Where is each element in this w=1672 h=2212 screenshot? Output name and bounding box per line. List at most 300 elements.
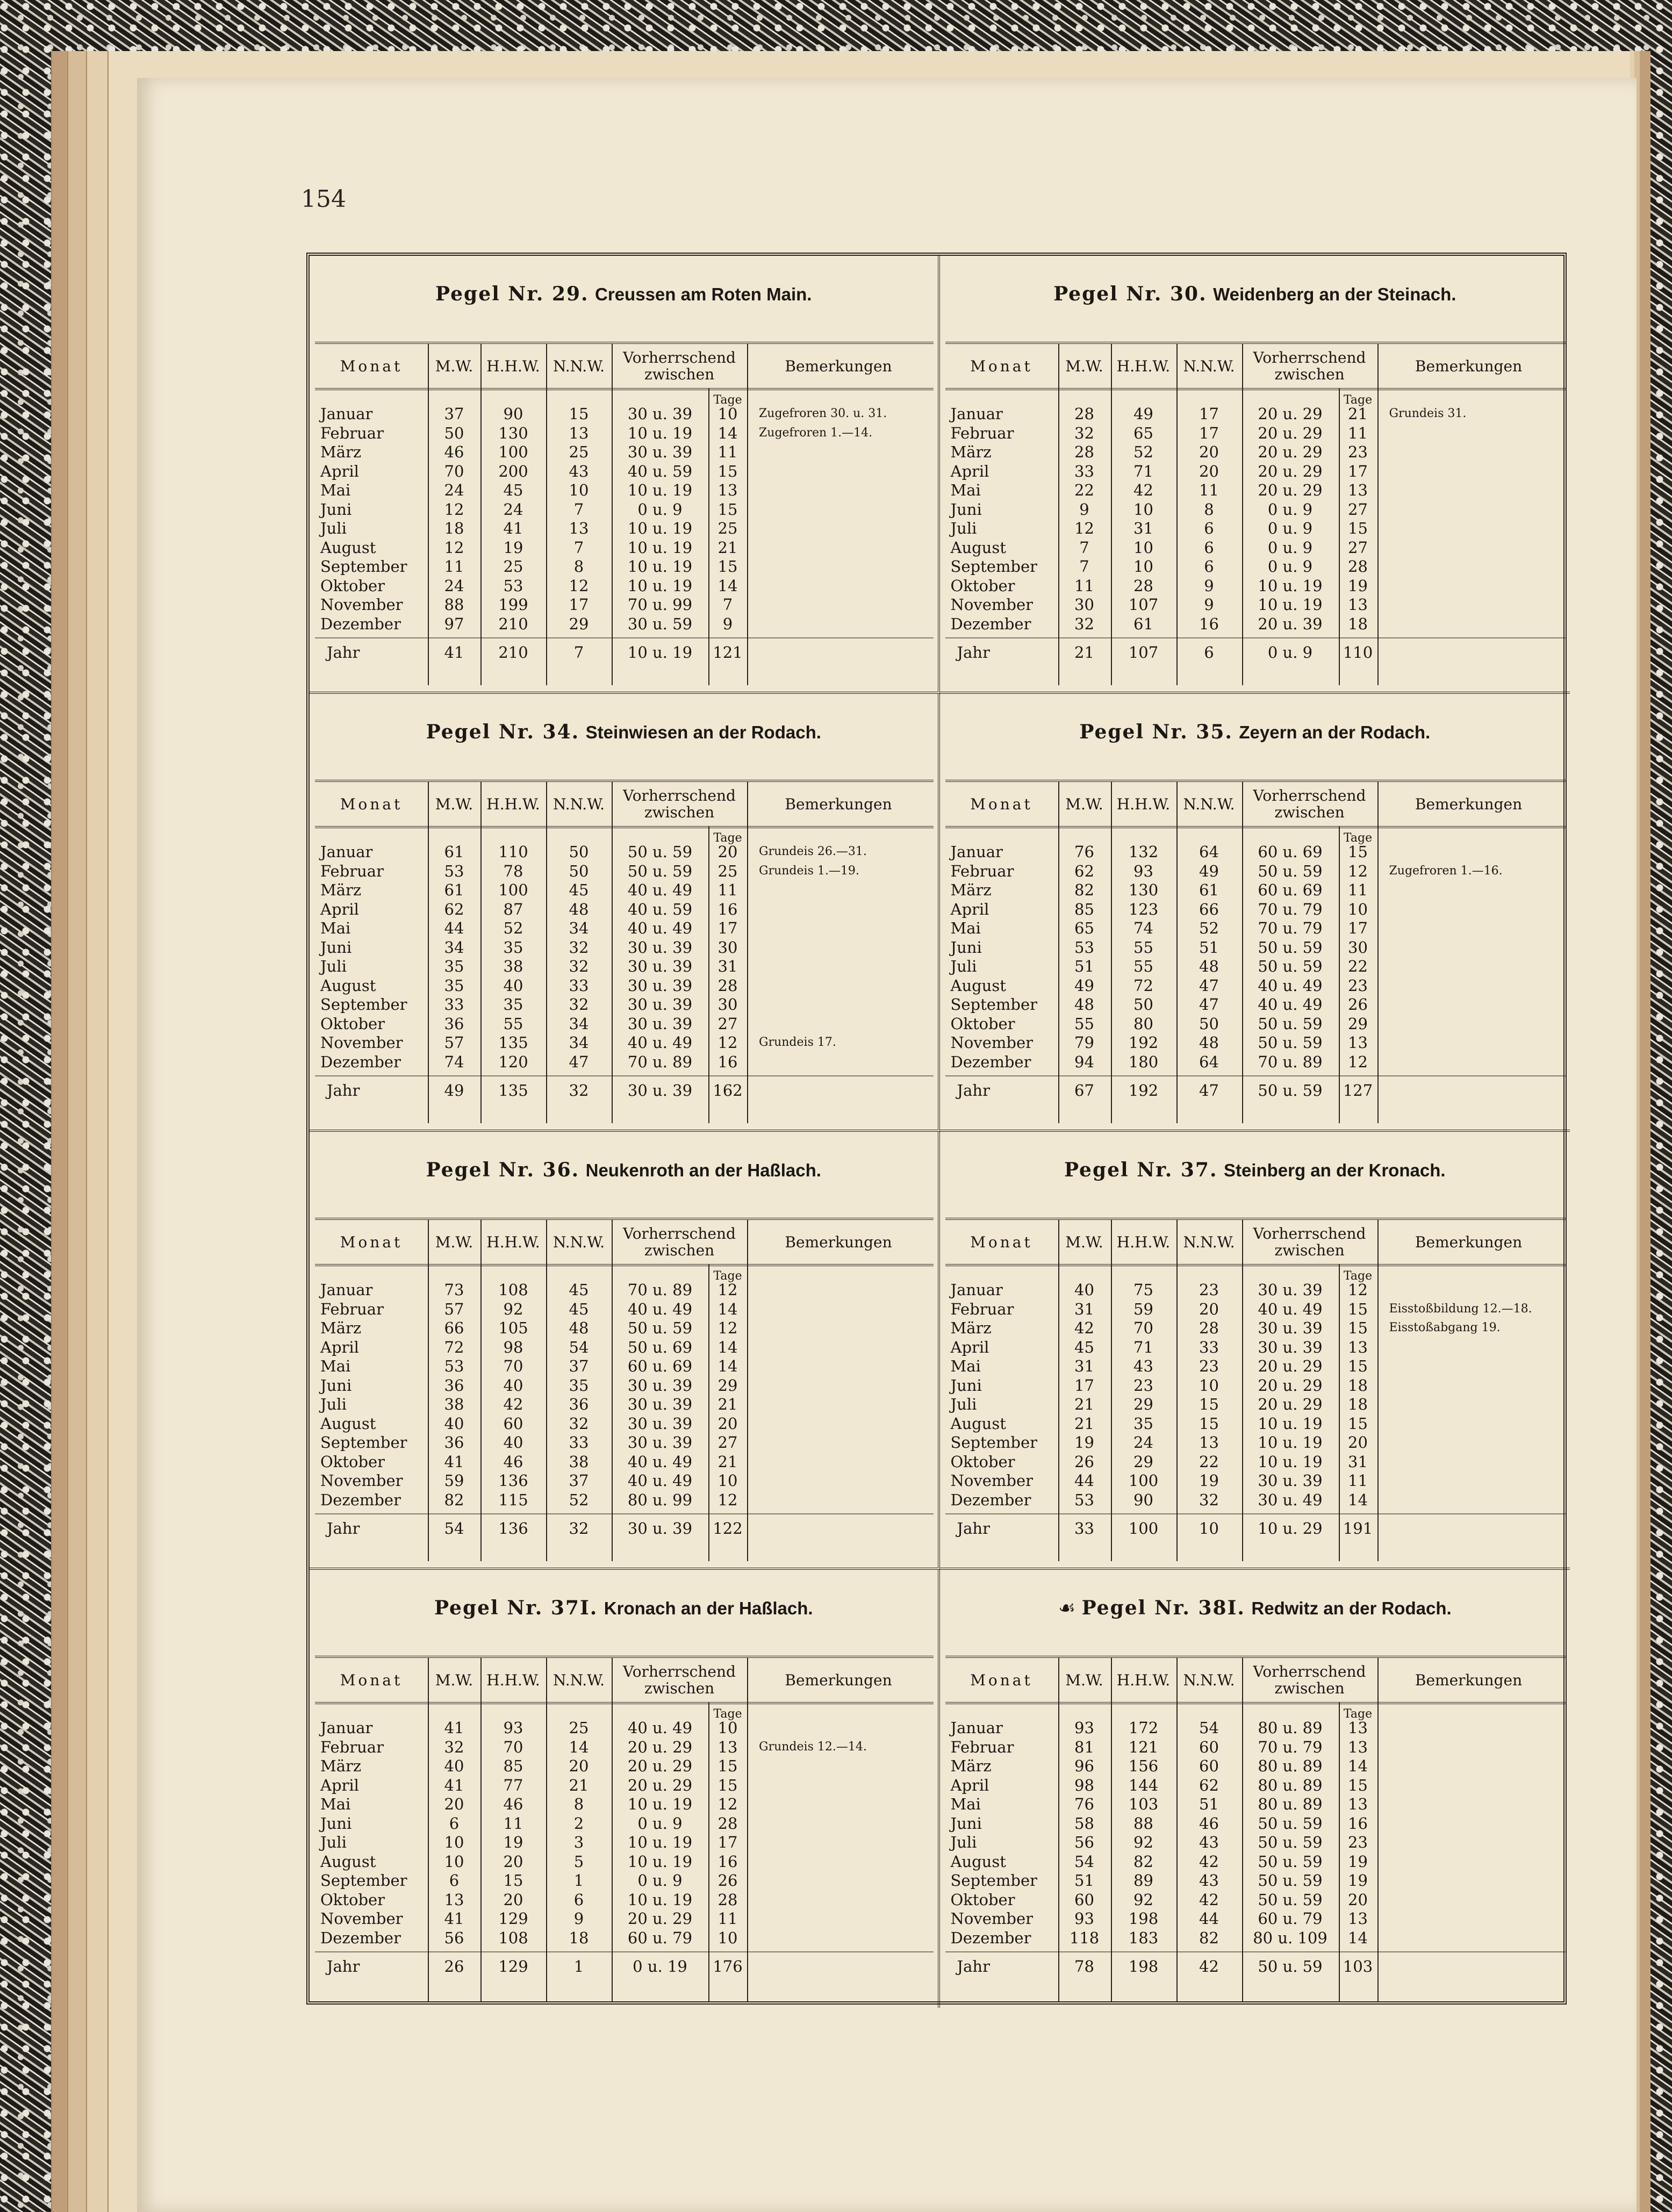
year-separator [945,1513,1566,1514]
days-cell: 21 [717,538,738,557]
mean-water-cell: 21 [1074,1395,1094,1413]
month-cell: September [950,995,1037,1014]
days-cell: 12 [717,1490,738,1509]
table-row [315,1718,934,1737]
highest-water-cell: 129 [498,1909,528,1928]
highest-water-cell: 61 [1133,614,1153,633]
prevailing-range-cell: 0 u. 19 [633,1957,687,1976]
lowest-water-cell: 16 [1199,614,1219,633]
mean-water-cell: 31 [1074,1299,1094,1318]
table-row [945,1871,1566,1890]
table-row [315,1737,934,1757]
days-cell: 18 [1348,1376,1368,1395]
remark-cell [759,1909,936,1928]
table-row [315,480,934,500]
remark-cell [759,938,936,957]
lowest-water-cell: 43 [1199,1833,1219,1851]
days-cell: 15 [1348,1776,1368,1794]
remark-cell [1389,918,1567,938]
highest-water-cell: 70 [503,1357,523,1375]
lowest-water-cell: 43 [569,462,589,480]
lowest-water-cell: 52 [1199,919,1219,937]
mean-water-cell: 9 [1079,500,1089,519]
month-cell: August [320,1852,376,1871]
month-cell: Juni [320,1814,352,1833]
prevailing-range-cell: 20 u. 29 [1258,405,1323,423]
month-cell: November [950,1909,1033,1928]
mean-water-cell: 21 [1074,1414,1094,1433]
highest-water-cell: 90 [1133,1490,1153,1509]
prevailing-range-cell: 50 u. 59 [1258,1833,1323,1851]
highest-water-cell: 72 [1133,976,1153,995]
highest-water-cell: 24 [1133,1433,1153,1452]
days-cell: 11 [717,1909,738,1928]
column-header: Vorherrschend zwischen [623,1663,736,1697]
month-cell: Dezember [950,1928,1031,1947]
lowest-water-cell: 29 [569,614,589,633]
lowest-water-cell: 33 [569,1433,589,1452]
lowest-water-cell: 8 [573,557,584,576]
year-separator [945,637,1566,638]
table-row [315,957,934,976]
mean-water-cell: 53 [444,1357,464,1375]
table-row [315,995,934,1014]
lowest-water-cell: 6 [1204,519,1214,537]
lowest-water-cell: 20 [569,1757,589,1775]
days-cell: 10 [1348,900,1368,918]
month-cell: November [950,1033,1033,1052]
month-cell: Jahr [957,1519,990,1538]
days-cell: 13 [1348,1795,1368,1813]
lowest-water-cell: 13 [569,519,589,537]
highest-water-cell: 100 [498,443,528,461]
month-cell: Mai [950,1357,981,1375]
remark-cell [759,957,936,976]
month-cell: April [320,900,359,918]
lowest-water-cell: 33 [569,976,589,995]
remark-cell: Eisstoßbildung 12.—18. [1389,1302,1532,1316]
highest-water-cell: 129 [498,1957,528,1976]
gauge-table [945,780,1566,1123]
prevailing-range-cell: 20 u. 29 [1258,443,1323,461]
mean-water-cell: 56 [1074,1833,1094,1851]
month-cell: Oktober [320,576,385,595]
mean-water-cell: 12 [1074,519,1094,537]
highest-water-cell: 210 [498,614,528,633]
mean-water-cell: 62 [444,900,464,918]
remark-cell [1389,1814,1567,1833]
month-cell: Mai [950,919,981,937]
mean-water-cell: 74 [444,1052,464,1071]
mean-water-cell: 18 [444,519,464,537]
mean-water-cell: 30 [1074,595,1094,614]
month-cell: Jahr [327,643,360,662]
mean-water-cell: 93 [1074,1909,1094,1928]
month-cell: März [950,1319,992,1337]
days-cell: 15 [717,1776,738,1794]
month-cell: Mai [950,1795,981,1813]
days-cell: 15 [1348,1414,1368,1433]
highest-water-cell: 92 [1133,1890,1153,1909]
remark-cell [759,442,936,462]
gauge-title [940,283,1570,305]
remark-cell: Grundeis 17. [759,1036,836,1049]
column-header: N.N.W. [1183,1233,1235,1251]
table-row [945,880,1566,900]
mean-water-cell: 56 [444,1928,464,1947]
month-cell: September [320,995,407,1014]
lowest-water-cell: 3 [573,1833,584,1851]
table-row [315,1852,934,1871]
highest-water-cell: 90 [503,405,523,423]
highest-water-cell: 28 [1133,576,1153,595]
prevailing-range-cell: 70 u. 89 [627,1281,693,1299]
remark-cell [759,1299,936,1319]
mean-water-cell: 12 [444,538,464,557]
prevailing-range-cell: 50 u. 59 [1258,1033,1323,1052]
highest-water-cell: 10 [1133,538,1153,557]
prevailing-range-cell: 50 u. 59 [627,843,693,861]
days-cell: 13 [1348,1719,1368,1737]
days-cell: 17 [717,1833,738,1851]
days-cell: 16 [717,1052,738,1071]
highest-water-cell: 10 [1133,500,1153,519]
highest-water-cell: 40 [503,1376,523,1395]
lowest-water-cell: 8 [1204,500,1214,519]
gauge-panel [310,256,940,694]
column-header: Vorherrschend zwischen [1253,787,1366,821]
table-row [945,595,1566,614]
year-summary-row [945,1519,1566,1538]
days-cell: 29 [717,1376,738,1395]
mean-water-cell: 36 [444,1376,464,1395]
days-cell: 15 [1348,1357,1368,1375]
prevailing-range-cell: 30 u. 49 [1258,1490,1323,1509]
lowest-water-cell: 52 [569,1490,589,1509]
lowest-water-cell: 23 [1199,1281,1219,1299]
days-cell: 12 [717,1033,738,1052]
remark-cell [759,1414,936,1433]
column-header: Vorherrschend zwischen [623,1225,736,1259]
column-header: Bemerkungen [785,795,892,813]
highest-water-cell: 100 [498,881,528,899]
remark-cell [1389,976,1567,995]
prevailing-range-cell: 30 u. 39 [627,938,693,957]
prevailing-range-cell: 40 u. 49 [1258,976,1323,995]
month-cell: Januar [320,1719,373,1737]
mean-water-cell: 31 [1074,1357,1094,1375]
month-cell: Juli [320,1833,347,1851]
month-cell: November [950,595,1033,614]
remark-cell [1389,842,1567,861]
prevailing-range-cell: 10 u. 19 [1258,1433,1323,1452]
gauge-panel [940,694,1570,1132]
table-row [315,861,934,881]
month-cell: Juni [320,500,352,519]
year-summary-row [945,643,1566,662]
prevailing-range-cell: 30 u. 39 [627,1014,693,1033]
table-row [945,1052,1566,1072]
table-row [945,918,1566,938]
days-cell: 31 [717,957,738,975]
column-header: Bemerkungen [1415,795,1523,813]
days-cell: 29 [1348,1014,1368,1033]
lowest-water-cell: 15 [1199,1395,1219,1413]
remark-cell [1389,442,1567,462]
column-header: N.N.W. [552,357,605,375]
gauge-number: Pegel Nr. 30. [1053,283,1207,305]
table-row [315,423,934,443]
prevailing-range-cell: 40 u. 49 [627,919,693,937]
highest-water-cell: 55 [1133,938,1153,957]
prevailing-range-cell: 20 u. 29 [627,1776,693,1794]
highest-water-cell: 88 [1133,1814,1153,1833]
month-cell: August [950,1852,1006,1871]
column-header: H.H.W. [486,357,540,375]
days-cell: 15 [1348,1299,1368,1318]
table-row [945,1299,1566,1319]
remark-cell [1389,1718,1567,1737]
highest-water-cell: 108 [498,1281,528,1299]
month-cell: Januar [320,405,373,423]
days-cell: 162 [713,1081,743,1100]
table-row [315,1280,934,1299]
days-cell: 7 [722,595,733,614]
month-cell: Juli [950,1395,977,1413]
column-header: Monat [340,795,403,813]
lowest-water-cell: 1 [573,1957,584,1976]
lowest-water-cell: 60 [1199,1757,1219,1775]
highest-water-cell: 107 [1128,595,1159,614]
table-row [315,1909,934,1928]
lowest-water-cell: 50 [569,843,589,861]
days-cell: 12 [717,1319,738,1337]
prevailing-range-cell: 40 u. 49 [627,881,693,899]
remark-cell: Eisstoßabgang 19. [1389,1321,1501,1334]
remark-cell [1389,1033,1567,1052]
highest-water-cell: 198 [1128,1957,1159,1976]
column-header: M.W. [435,1671,473,1689]
month-cell: März [320,443,362,461]
mean-water-cell: 66 [444,1319,464,1337]
days-cell: 11 [717,443,738,461]
lowest-water-cell: 49 [1199,861,1219,880]
gauge-panel [310,1570,940,2008]
month-cell: Januar [320,1281,373,1299]
remark-cell [1389,1776,1567,1795]
mean-water-cell: 57 [444,1033,464,1052]
highest-water-cell: 43 [1133,1357,1153,1375]
month-cell: September [950,1433,1037,1452]
prevailing-range-cell: 40 u. 49 [627,1452,693,1471]
month-cell: April [320,462,359,480]
table-row [315,880,934,900]
table-row [945,842,1566,861]
highest-water-cell: 110 [498,843,528,861]
days-unit-label: Tage [1343,1707,1373,1721]
table-row [945,900,1566,919]
lowest-water-cell: 64 [1199,1052,1219,1071]
month-cell: Januar [320,843,373,861]
month-cell: April [320,1776,359,1794]
mean-water-cell: 51 [1074,957,1094,975]
prevailing-range-cell: 20 u. 29 [1258,462,1323,480]
column-header: H.H.W. [486,795,540,813]
mean-water-cell: 73 [444,1281,464,1299]
highest-water-cell: 89 [1133,1871,1153,1890]
table-row [315,1452,934,1471]
mean-water-cell: 44 [1074,1471,1094,1490]
table-header [315,1220,934,1266]
mean-water-cell: 40 [444,1414,464,1433]
table-row [945,480,1566,500]
highest-water-cell: 135 [498,1081,528,1100]
gauge-table [945,342,1566,685]
prevailing-range-cell: 30 u. 39 [627,1395,693,1413]
gauge-number: Pegel Nr. 37. [1064,1159,1218,1181]
prevailing-range-cell: 80 u. 109 [1253,1928,1327,1947]
highest-water-cell: 24 [503,500,523,519]
table-row [945,1471,1566,1490]
column-header: Vorherrschend zwischen [1253,1225,1366,1259]
highest-water-cell: 87 [503,900,523,918]
prevailing-range-cell: 60 u. 69 [627,1357,693,1375]
highest-water-cell: 107 [1128,643,1159,662]
days-cell: 15 [1348,843,1368,861]
mean-water-cell: 28 [1074,443,1094,461]
column-header: M.W. [1065,357,1103,375]
gauge-title [940,721,1570,743]
days-cell: 31 [1348,1452,1368,1471]
table-row [315,938,934,957]
month-cell: Jahr [957,1957,990,1976]
days-cell: 17 [1348,919,1368,937]
remark-cell [1389,1376,1567,1395]
month-cell: Januar [950,1281,1003,1299]
prevailing-range-cell: 0 u. 9 [1267,500,1313,519]
remark-cell [1389,1356,1567,1376]
lowest-water-cell: 35 [569,1376,589,1395]
month-cell: Juni [950,1376,982,1395]
days-cell: 11 [1348,423,1368,442]
highest-water-cell: 10 [1133,557,1153,576]
mean-water-cell: 17 [1074,1376,1094,1395]
days-cell: 16 [717,900,738,918]
remark-cell [1389,1471,1567,1490]
remark-cell [1389,880,1567,900]
days-cell: 127 [1343,1081,1373,1100]
prevailing-range-cell: 0 u. 9 [1267,519,1313,537]
column-header: Monat [970,1233,1033,1251]
gauge-location: Kronach an der Haßlach. [604,1598,813,1618]
table-row [315,1376,934,1395]
column-header: M.W. [435,795,473,813]
remark-cell [1389,500,1567,519]
mean-water-cell: 61 [444,843,464,861]
table-row [945,1395,1566,1414]
highest-water-cell: 20 [503,1890,523,1909]
prevailing-range-cell: 0 u. 9 [637,1871,683,1890]
days-unit-label: Tage [1343,831,1373,845]
mean-water-cell: 7 [1079,538,1089,557]
mean-water-cell: 20 [444,1795,464,1813]
prevailing-range-cell: 10 u. 19 [627,538,693,557]
lowest-water-cell: 51 [1199,1795,1219,1813]
prevailing-range-cell: 50 u. 69 [627,1338,693,1356]
mean-water-cell: 58 [1074,1814,1094,1833]
lowest-water-cell: 48 [1199,1033,1219,1052]
month-cell: Juni [950,938,982,957]
mean-water-cell: 22 [1074,481,1094,499]
table-header [945,782,1566,828]
table-row [945,1794,1566,1814]
remark-cell [759,1356,936,1376]
column-header: H.H.W. [486,1671,540,1689]
mean-water-cell: 45 [1074,1338,1094,1356]
gauge-number: Pegel Nr. 38I. [1081,1597,1245,1619]
lowest-water-cell: 34 [569,1033,589,1052]
month-cell: Oktober [950,576,1015,595]
month-cell: April [950,1776,989,1794]
column-header: Bemerkungen [785,357,892,375]
prevailing-range-cell: 10 u. 19 [627,1795,693,1813]
column-header: Bemerkungen [1415,1233,1523,1251]
gauge-title [310,1159,938,1181]
prevailing-range-cell: 30 u. 39 [1258,1319,1323,1337]
month-cell: Dezember [950,1052,1031,1071]
highest-water-cell: 71 [1133,462,1153,480]
prevailing-range-cell: 50 u. 59 [1258,1814,1323,1833]
lowest-water-cell: 32 [569,1414,589,1433]
lowest-water-cell: 64 [1199,843,1219,861]
days-cell: 14 [717,423,738,442]
days-cell: 30 [1348,938,1368,957]
prevailing-range-cell: 20 u. 29 [1258,1357,1323,1375]
lowest-water-cell: 47 [1199,995,1219,1014]
gauge-title [310,283,938,305]
prevailing-range-cell: 60 u. 69 [1258,881,1323,899]
highest-water-cell: 29 [1133,1395,1153,1413]
lowest-water-cell: 17 [1199,405,1219,423]
highest-water-cell: 199 [498,595,528,614]
table-row [945,1356,1566,1376]
mean-water-cell: 28 [1074,405,1094,423]
lowest-water-cell: 2 [573,1814,584,1833]
month-cell: März [950,443,992,461]
days-cell: 15 [717,500,738,519]
lowest-water-cell: 51 [1199,938,1219,957]
month-cell: August [950,976,1006,995]
lowest-water-cell: 10 [569,481,589,499]
column-header: Monat [340,1233,403,1251]
remark-cell [759,1490,936,1510]
prevailing-range-cell: 20 u. 29 [627,1757,693,1775]
table-row [315,1338,934,1357]
highest-water-cell: 130 [498,423,528,442]
prevailing-range-cell: 30 u. 39 [627,1081,693,1100]
table-row [315,1299,934,1319]
month-cell: Jahr [327,1081,360,1100]
prevailing-range-cell: 80 u. 89 [1258,1757,1323,1775]
month-cell: Jahr [327,1957,360,1976]
mean-water-cell: 49 [1074,976,1094,995]
mean-water-cell: 24 [444,481,464,499]
column-header: M.W. [1065,795,1103,813]
table-row [945,995,1566,1014]
mean-water-cell: 32 [444,1737,464,1756]
days-cell: 13 [1348,1909,1368,1928]
month-cell: Mai [950,481,981,499]
